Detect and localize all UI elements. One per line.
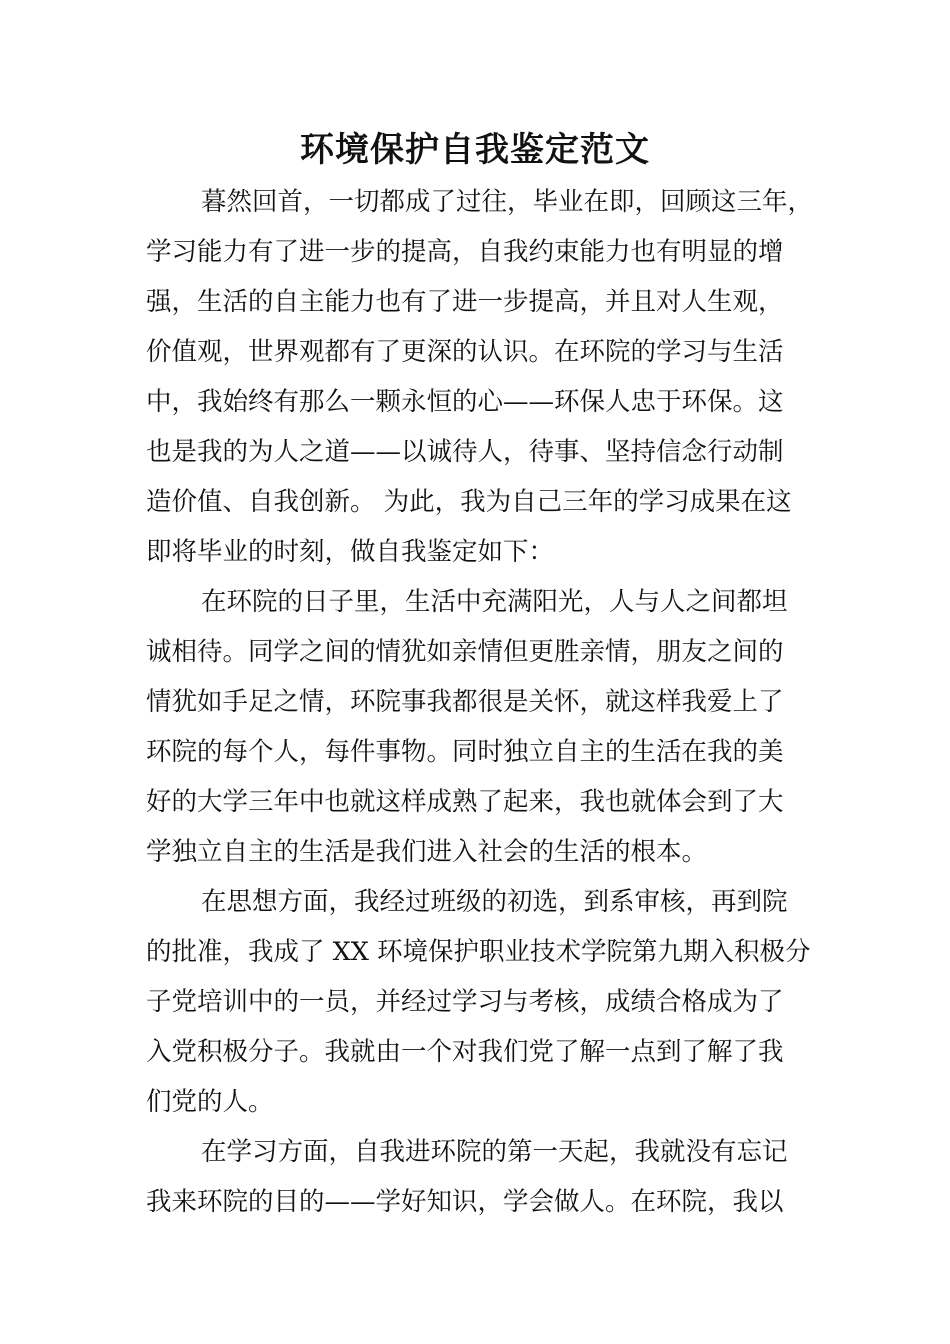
text-line: 环院的每个人，每件事物。同时独立自主的生活在我的美 (146, 737, 784, 767)
document-title: 环境保护自我鉴定范文 (300, 130, 650, 170)
text-line: 暮然回首，一切都成了过往，毕业在即，回顾这三年， (201, 187, 814, 217)
text-line: 学独立自主的生活是我们进入社会的生活的根本。 (146, 837, 708, 867)
text-line: 入党积极分子。我就由一个对我们党了解一点到了解了我 (146, 1037, 784, 1067)
text-line: 情犹如手足之情，环院事我都很是关怀，就这样我爱上了 (146, 687, 784, 717)
text-line: 好的大学三年中也就这样成熟了起来，我也就体会到了大 (146, 787, 784, 817)
document-body (146, 177, 816, 1227)
text-line: 在学习方面，自我进环院的第一天起，我就没有忘记 (201, 1137, 788, 1167)
text-line: 造价值、自我创新。 为此，我为自己三年的学习成果在这 (146, 487, 792, 517)
paragraph-4 (146, 1127, 816, 1227)
text-line: 诚相待。同学之间的情犹如亲情但更胜亲情，朋友之间的 (146, 637, 784, 667)
text-line: 子党培训中的一员，并经过学习与考核，成绩合格成为了 (146, 987, 784, 1017)
text-line: 强，生活的自主能力也有了进一步提高，并且对人生观， (146, 287, 784, 317)
text-line: 中，我始终有那么一颗永恒的心——环保人忠于环保。这 (146, 387, 784, 417)
text-line: 在思想方面，我经过班级的初选，到系审核，再到院 (201, 887, 788, 917)
text-line: 价值观，世界观都有了更深的认识。在环院的学习与生活 (146, 337, 784, 367)
text-line: 们党的人。 (146, 1087, 274, 1117)
paragraph-3 (146, 877, 816, 1127)
text-line: 即将毕业的时刻，做自我鉴定如下： (146, 537, 555, 567)
text-line: 我来环院的目的——学好知识，学会做人。在环院，我以 (146, 1187, 784, 1217)
text-line: 学习能力有了进一步的提高，自我约束能力也有明显的增 (146, 237, 784, 267)
paragraph-1 (146, 177, 816, 577)
text-line: 也是我的为人之道——以诚待人，待事、坚持信念行动制 (146, 437, 784, 467)
text-line: 在环院的日子里，生活中充满阳光，人与人之间都坦 (201, 587, 788, 617)
paragraph-2 (146, 577, 816, 877)
text-line: 的批准，我成了 XX 环境保护职业技术学院第九期入积极分 (146, 937, 811, 967)
